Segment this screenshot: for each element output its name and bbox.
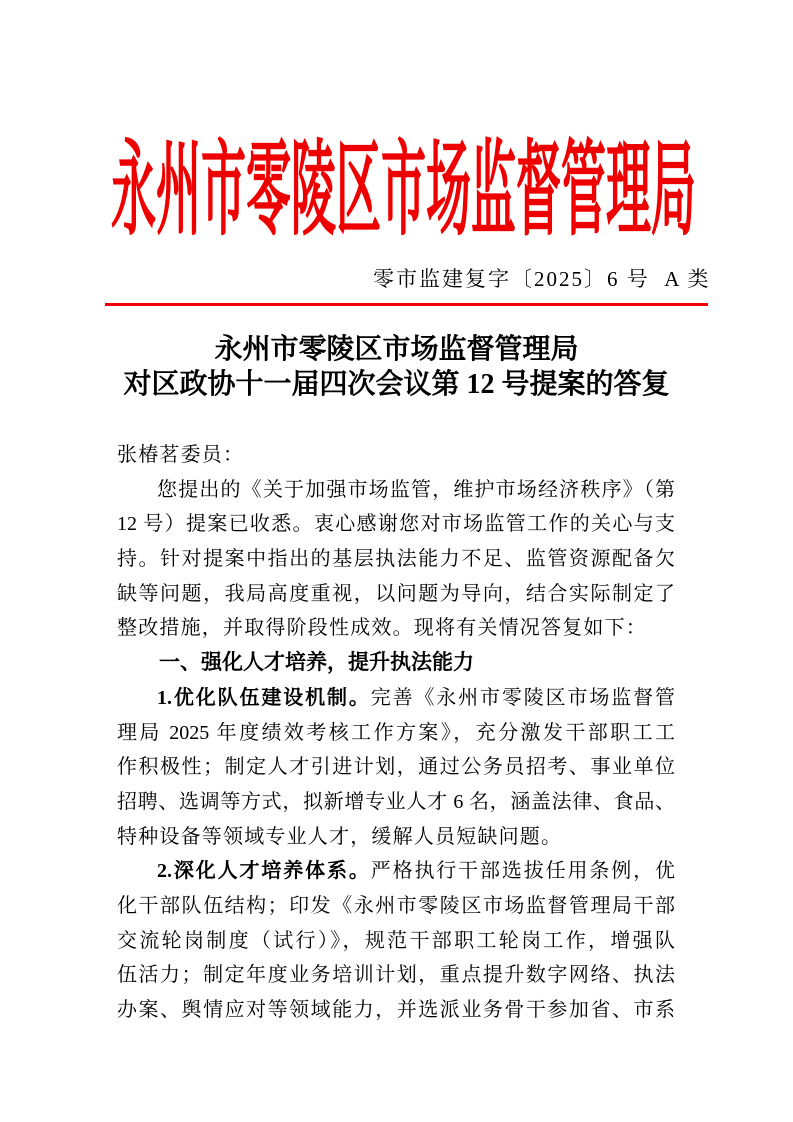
body-line [117,681,675,716]
body-line: 特种设备等领域专业人才，缓解人员短缺问题。 [117,825,563,848]
agency-name: 永州市零陵区市场监督管理局 [110,133,696,249]
body-line: 办案、舆情应对等领域能力，并选派业务骨干参加省、市系 [117,999,675,1021]
salutation: 张椿茗委员： [117,444,245,466]
section-heading: 一、强化人才培养，提升执法能力 [159,651,474,675]
red-divider-rule [105,303,708,306]
document-title-line2: 对区政协十一届四次会议第 12 号提案的答复 [123,369,670,400]
document-title-line1: 永州市零陵区市场监督管理局 [214,334,579,365]
body-line: 缺等问题，我局高度重视，以问题为导向，结合实际制定了 [117,582,675,605]
document-body [117,438,675,1028]
body-line: 理局 2025 年度绩效考核工作方案》，充分激发干部职工工 [117,721,675,744]
document-title [95,332,698,402]
body-line: 您提出的《关于加强市场监管，维护市场经济秩序》（第 [157,478,675,501]
item-number-bold-lead: 2.深化人才培养体系。 [157,860,371,883]
body-line-text: 完善《永州市零陵区市场监督管 [370,686,676,709]
body-line [117,854,675,889]
body-line: 持。针对提案中指出的基层执法能力不足、监管资源配备欠 [117,548,675,571]
body-line: 伍活力；制定年度业务培训计划，重点提升数字网络、执法 [117,964,675,987]
body-line: 招聘、选调等方式，拟新增专业人才 6 名，涵盖法律、食品、 [117,790,675,813]
document-reference-number: 零市监建复字〔2025〕6 号 A 类 [373,267,711,291]
body-line: 整改措施，并取得阶段性成效。现将有关情况答复如下： [117,617,647,640]
body-line: 化干部队伍结构；印发《永州市零陵区市场监督管理局干部 [117,894,675,917]
item-number-bold-lead: 1.优化队伍建设机制。 [157,686,371,709]
body-line: 作积极性；制定人才引进计划，通过公务员招考、事业单位 [117,756,675,779]
body-line: 12 号）提案已收悉。衷心感谢您对市场监管工作的关心与支 [117,513,675,536]
agency-masthead [102,133,705,252]
body-line-text: 严格执行干部选拔任用条例，优 [370,860,676,883]
body-line: 交流轮岗制度（试行）》，规范干部职工轮岗工作，增强队 [117,929,675,952]
